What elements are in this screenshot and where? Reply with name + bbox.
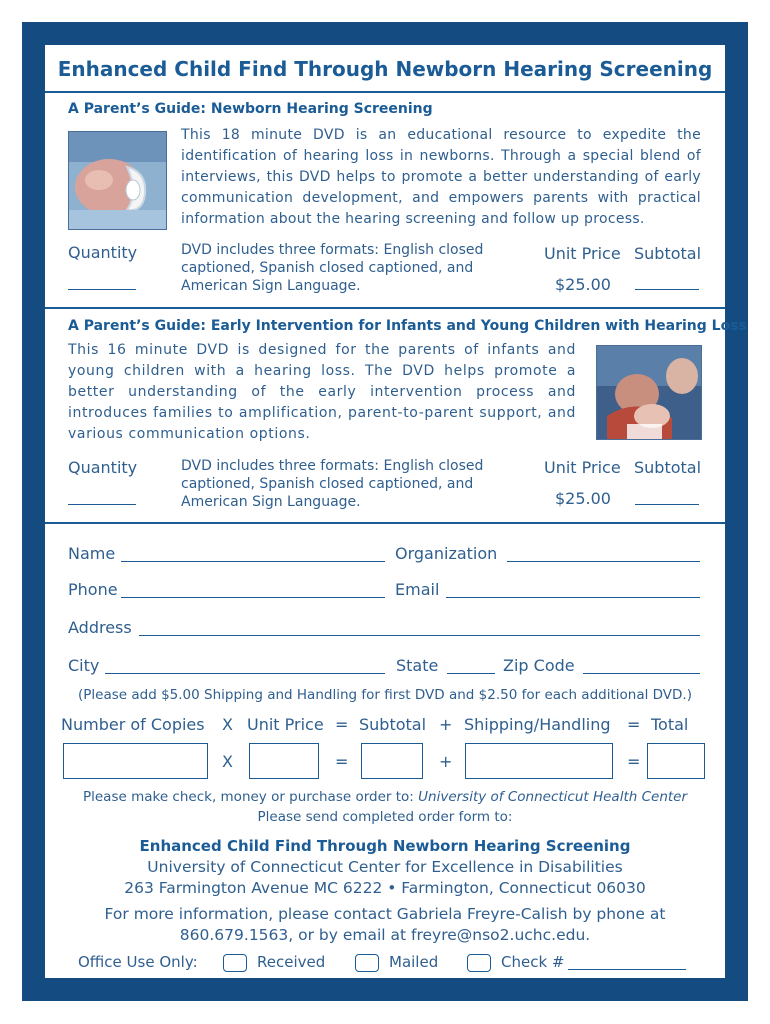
city-label: City	[68, 656, 100, 675]
total-input[interactable]	[647, 743, 705, 779]
product2-quantity-field[interactable]	[68, 504, 136, 505]
product2-formats: DVD includes three formats: English closed captioned, Spanish closed captioned, and American Sign Language.	[181, 458, 484, 510]
phone-label: Phone	[68, 580, 118, 599]
name-label: Name	[68, 544, 116, 563]
product1-quantity-field[interactable]	[68, 289, 136, 290]
product1-price: $25.00	[555, 275, 611, 294]
product2-subtotal-label: Subtotal	[634, 458, 702, 477]
received-label: Received	[257, 953, 326, 971]
mailing-title: Enhanced Child Find Through Newborn Hearing Screening	[139, 837, 631, 855]
product2-quantity-label: Quantity	[68, 458, 138, 477]
mailed-checkbox[interactable]	[355, 954, 379, 972]
state-field[interactable]	[447, 673, 495, 674]
product1-heading: A Parent’s Guide: Newborn Hearing Screening	[68, 101, 433, 117]
send-to-line: Please send completed order form to:	[257, 809, 513, 825]
divider	[45, 91, 725, 93]
total-label: Total	[651, 715, 689, 734]
copies-input[interactable]	[63, 743, 208, 779]
subtotal-label: Subtotal	[359, 715, 427, 734]
phone-field[interactable]	[121, 597, 385, 598]
product2-description: This 16 minute DVD is designed for the parents of infants and young children with a hearing loss. The DVD helps promote a better understanding of the early intervention process and introduces families to amplification, parent-to-parent support, and various communication options.	[68, 342, 576, 442]
unit-price-label: Unit Price	[247, 715, 324, 734]
payment-prefix: Please make check, money or purchase order to:	[82, 789, 419, 805]
payee-name: University of Connecticut Health Center	[418, 789, 688, 805]
address-field[interactable]	[139, 635, 700, 636]
address-label: Address	[68, 618, 132, 637]
check-number-field[interactable]	[568, 969, 686, 970]
equals-sign: =	[335, 752, 349, 771]
newborn-photo-image	[69, 132, 166, 229]
product1-description: This 18 minute DVD is an educational resource to expedite the identification of hearing loss in newborns. Through a special blend of interviews, this DVD helps to promote a better understanding of early communication development, and empowers parents with practical information about the hearing screening and follow up process.	[181, 127, 701, 227]
subtotal-input[interactable]	[361, 743, 423, 779]
divider	[45, 307, 725, 309]
multiply-sign: X	[222, 752, 233, 771]
copies-label: Number of Copies	[61, 715, 205, 734]
order-form	[45, 45, 747, 978]
equals-sign: =	[627, 715, 641, 734]
family-photo-image	[597, 346, 701, 439]
mailing-org: University of Connecticut Center for Excellence in Disabilities	[147, 858, 623, 876]
state-label: State	[396, 656, 439, 675]
payment-line	[45, 789, 725, 805]
email-field[interactable]	[446, 597, 700, 598]
name-field[interactable]	[121, 561, 385, 562]
family-photo	[596, 345, 702, 440]
equals-sign: =	[627, 752, 641, 771]
organization-label: Organization	[395, 544, 498, 563]
product1-quantity-label: Quantity	[68, 243, 138, 262]
product1-formats: DVD includes three formats: English closed captioned, Spanish closed captioned, and American Sign Language.	[181, 242, 484, 294]
city-field[interactable]	[105, 673, 385, 674]
product2-price: $25.00	[555, 489, 611, 508]
contact-line-2: 860.679.1563, or by email at freyre@nso2.uchc.edu.	[179, 926, 591, 944]
shipping-label: Shipping/Handling	[464, 715, 611, 734]
plus-sign: +	[439, 752, 453, 771]
email-label: Email	[395, 580, 440, 599]
product1-unit-price-label: Unit Price	[544, 244, 621, 263]
contact-line-1: For more information, please contact Gabriela Freyre-Calish by phone at	[104, 905, 666, 923]
equals-sign: =	[335, 715, 349, 734]
office-use-label: Office Use Only:	[78, 953, 198, 971]
check-checkbox[interactable]	[467, 954, 491, 972]
page-title: Enhanced Child Find Through Newborn Hearing Screening	[57, 57, 713, 81]
unit-price-input[interactable]	[249, 743, 319, 779]
product2-subtotal-field[interactable]	[635, 504, 699, 505]
product1-subtotal-label: Subtotal	[634, 244, 702, 263]
divider	[45, 522, 725, 524]
mailing-street: 263 Farmington Avenue MC 6222 • Farmington, Connecticut 06030	[124, 879, 646, 897]
product2-heading: A Parent’s Guide: Early Intervention for Infants and Young Children with Hearing Loss	[68, 318, 747, 334]
received-checkbox[interactable]	[223, 954, 247, 972]
shipping-note: (Please add $5.00 Shipping and Handling for first DVD and $2.50 for each additional DVD.)	[78, 687, 692, 703]
shipping-input[interactable]	[465, 743, 613, 779]
zip-field[interactable]	[583, 673, 700, 674]
product1-subtotal-field[interactable]	[635, 289, 699, 290]
plus-sign: +	[439, 715, 453, 734]
product2-unit-price-label: Unit Price	[544, 458, 621, 477]
zip-label: Zip Code	[503, 656, 575, 675]
mailed-label: Mailed	[389, 953, 439, 971]
check-label: Check #	[501, 953, 565, 971]
newborn-photo	[68, 131, 167, 230]
multiply-sign: X	[222, 715, 233, 734]
organization-field[interactable]	[507, 561, 700, 562]
